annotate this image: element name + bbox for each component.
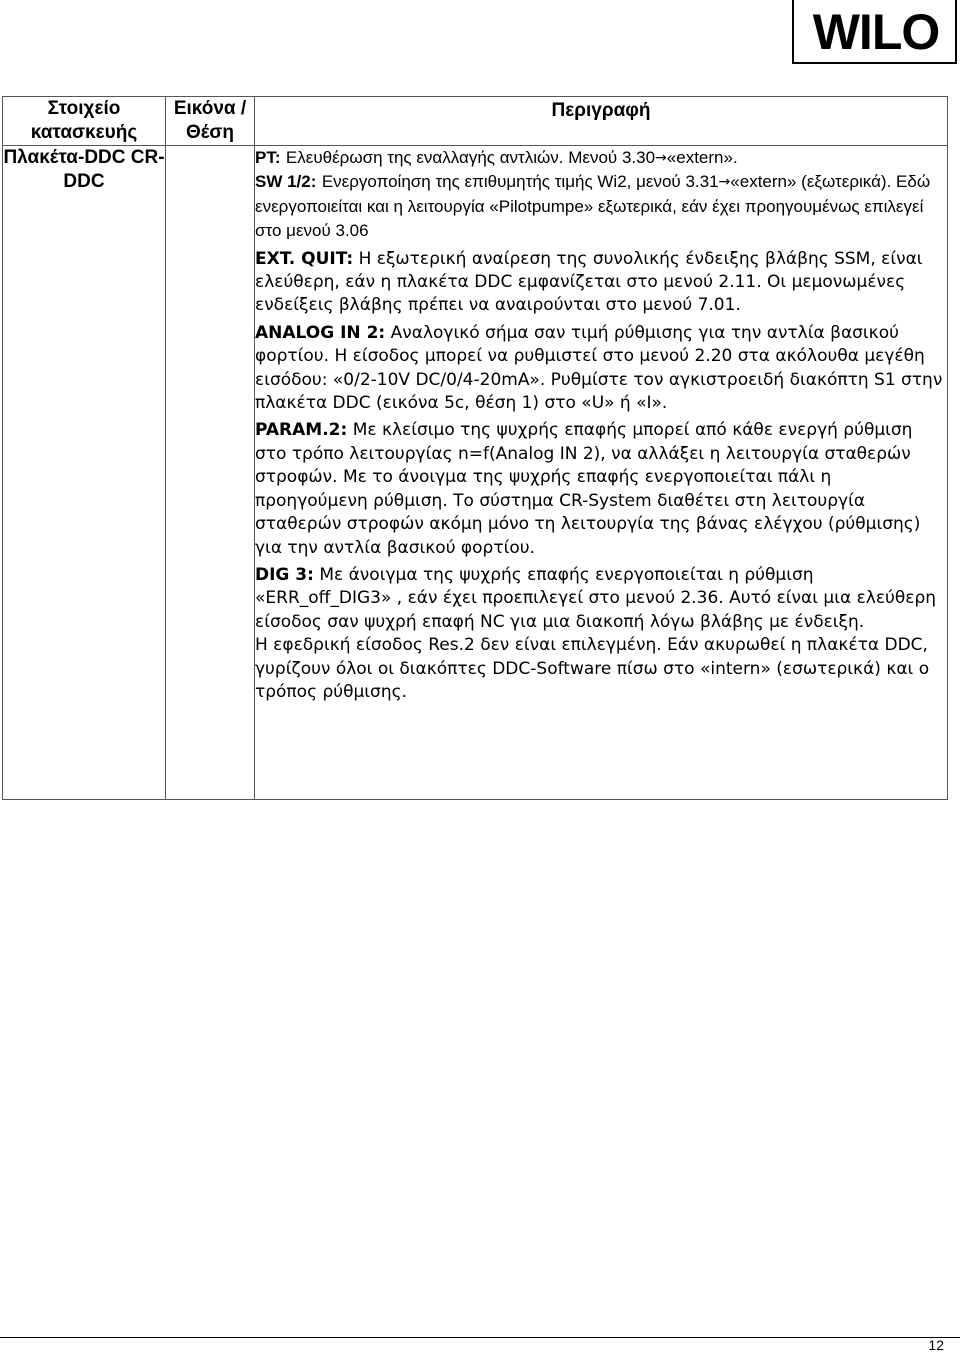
analog-in2-paragraph	[255, 322, 947, 416]
sw12-text-a: Ενεργοποίηση της επιθυμητής τιμής Wi2, μενού 3.31	[321, 172, 719, 192]
pt-text-b: «extern».	[666, 148, 738, 167]
header-description: Περιγραφή	[255, 97, 948, 146]
table-row	[3, 146, 948, 800]
sw12-text-b: «extern» (εξωτερικά). Εδώ ενεργοποιείται και η λειτουργία «Pilotpumpe» εξωτερικά, εάν έχει προηγουμένως επιλεγεί στο μενού 3.06	[255, 172, 931, 241]
res2-text: Η εφεδρική είσοδος Res.2 δεν είναι επιλεγμένη. Εάν ακυρωθεί η πλακέτα DDC, γυρίζουν όλοι οι διακόπτες DDC-Software πίσω στο «intern» (εσωτερικά) και ο τρόπος ρύθμισης.	[255, 635, 930, 702]
description-table	[2, 96, 948, 800]
arrow-icon: →	[718, 174, 731, 191]
param2-key: PARAM.2:	[255, 420, 348, 441]
wilo-logo-wordmark: WILO	[812, 4, 940, 60]
dig3-paragraph	[255, 564, 947, 634]
description-cell	[255, 146, 948, 800]
dig3-key: DIG 3:	[255, 564, 314, 585]
wilo-logo	[792, 0, 957, 64]
pt-text-a: Ελευθέρωση της εναλλαγής αντλιών. Μενού 3.30	[285, 148, 656, 167]
header-image-position: Εικόνα /Θέση	[166, 97, 255, 146]
sw12-paragraph	[255, 170, 947, 243]
pt-paragraph	[255, 146, 947, 170]
res2-paragraph	[255, 634, 947, 704]
page-footer	[0, 1337, 960, 1352]
analog-in2-key: ANALOG IN 2:	[255, 322, 386, 343]
image-position-cell	[166, 146, 255, 800]
page-number: 12	[928, 1337, 944, 1353]
table-header-row	[3, 97, 948, 146]
dig3-text: Με άνοιγμα της ψυχρής επαφής ενεργοποιείται η ρύθμιση «ERR_off_DIG3» , εάν έχει προεπιλεγεί στο μενού 2.36. Αυτό είναι μια ελεύθερη είσοδος σαν ψυχρή επαφή NC για μια διακοπή λόγω βλάβης με ένδειξη.	[255, 564, 937, 632]
analog-in2-text: Αναλογικό σήμα σαν τιμή ρύθμισης για την αντλία βασικού φορτίου. Η είσοδος μπορεί να ρυθμιστεί στο μενού 2.20 στα ακόλουθα μεγέθη εισόδου: «0/2-10V DC/0/4-20mA». Ρυθμίστε τον αγκιστροειδή διακόπτη S1 στην πλακέτα DDC (εικόνα 5c, θέση 1) στο «U» ή «I».	[255, 322, 943, 414]
param2-text: Με κλείσιμο της ψυχρής επαφής μπορεί από κάθε ενεργή ρύθμιση στο τρόπο λειτουργίας n=f(Analog IN 2), να αλλάξει η λειτουργία σταθερών στροφών. Με το άνοιγμα της ψυχρής επαφής ενεργοποιείται πάλι η προηγούμενη ρύθμιση. Το σύστημα CR-System διαθέτει στη λειτουργία σταθερών στροφών ακόμη μόνο τη λειτουργία της βάνας ελέγχου (ρύθμισης) για την αντλία βασικού φορτίου.	[255, 420, 921, 558]
param2-paragraph	[255, 419, 947, 559]
wilo-logo-graphic	[794, 0, 959, 64]
arrow-icon: →	[655, 150, 667, 166]
component-cell: Πλακέτα-DDC CR-DDC	[3, 146, 166, 800]
sw12-key: SW 1/2:	[255, 172, 317, 192]
header-component: Στοιχείο κατασκευής	[3, 97, 166, 146]
ext-quit-text: Η εξωτερική αναίρεση της συνολικής ένδειξης βλάβης SSM, είναι ελεύθερη, εάν η πλακέτα DDC εμφανίζεται στο μενού 2.11. Οι μεμονωμένες ενδείξεις βλάβης πρέπει να αναιρούνται στο μενού 7.01.	[255, 248, 923, 316]
ext-quit-paragraph	[255, 248, 947, 318]
ext-quit-key: EXT. QUIT:	[255, 248, 354, 269]
pt-key: PT:	[255, 148, 281, 167]
